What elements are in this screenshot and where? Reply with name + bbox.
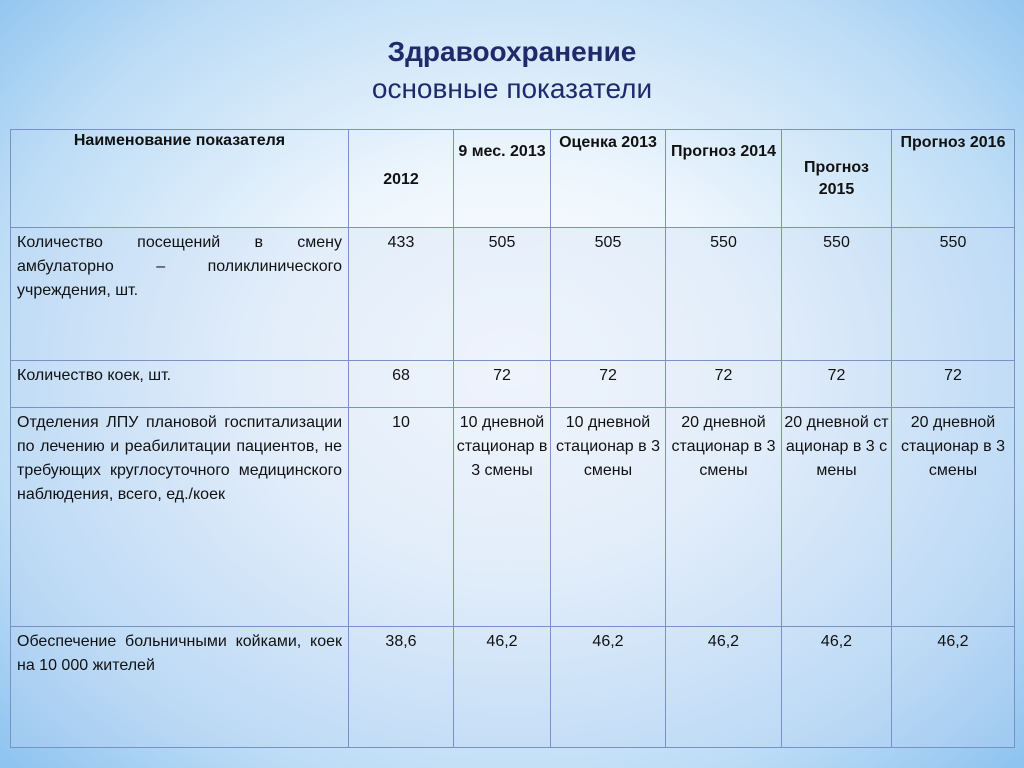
indicator-cell	[11, 228, 349, 361]
slide-title: Здравоохранение	[387, 36, 637, 67]
header-2012	[349, 130, 454, 228]
title-block	[0, 34, 1024, 108]
header-label: Прогноз 2016	[900, 134, 1006, 151]
value-forecast-2014: 20 дневной стационар в 3 смены	[671, 414, 776, 479]
value-forecast-2015: 550	[823, 234, 850, 251]
value-forecast-2016: 550	[939, 234, 967, 251]
value-cell	[349, 228, 454, 361]
table-row	[11, 408, 1015, 627]
value-2012: 38,6	[385, 633, 417, 650]
value-forecast-2016: 72	[944, 367, 962, 384]
value-2012: 68	[392, 367, 410, 384]
header-label: Наименование показателя	[73, 132, 286, 149]
value-cell	[666, 361, 782, 408]
header-label: 9 мес. 2013	[458, 143, 546, 160]
slide-subtitle: основные показатели	[371, 73, 653, 104]
value-9m-2013: 72	[493, 367, 511, 384]
indicator-name: Отделения ЛПУ плановой госпитализации по лечению и реабилитации пациентов, не требующих круглосуточного медицинского наблюдения, всего, ед./коек	[17, 414, 342, 503]
indicators-table	[10, 129, 1015, 748]
value-cell	[782, 228, 892, 361]
value-forecast-2016: 46,2	[937, 633, 969, 650]
indicator-name: Количество коек, шт.	[17, 367, 172, 384]
value-cell	[454, 228, 551, 361]
value-cell	[892, 228, 1015, 361]
table-row	[11, 627, 1015, 748]
value-cell	[551, 408, 666, 627]
value-9m-2013: 505	[488, 234, 516, 251]
value-forecast-2014: 46,2	[707, 633, 740, 650]
indicator-cell	[11, 361, 349, 408]
header-forecast-2016	[892, 130, 1015, 228]
header-label: Прогноз 2015	[804, 159, 869, 198]
value-estimate-2013: 72	[599, 367, 617, 384]
value-estimate-2013: 46,2	[592, 633, 624, 650]
value-cell	[666, 408, 782, 627]
value-cell	[454, 408, 551, 627]
value-cell	[454, 627, 551, 748]
indicator-name: Обеспечение больничными койками, коек на 10 000 жителей	[17, 633, 342, 674]
value-cell	[551, 361, 666, 408]
value-cell	[892, 627, 1015, 748]
value-cell	[349, 627, 454, 748]
value-cell	[551, 228, 666, 361]
value-cell	[892, 408, 1015, 627]
value-forecast-2014: 550	[710, 234, 737, 251]
header-label: Прогноз 2014	[671, 143, 776, 160]
header-estimate-2013	[551, 130, 666, 228]
header-indicator-name	[11, 130, 349, 228]
value-2012: 10	[392, 414, 410, 431]
table-row	[11, 228, 1015, 361]
indicator-cell	[11, 408, 349, 627]
value-cell	[892, 361, 1015, 408]
value-cell	[454, 361, 551, 408]
value-cell	[782, 408, 892, 627]
value-estimate-2013: 505	[594, 234, 622, 251]
value-2012: 433	[387, 234, 415, 251]
value-forecast-2015: 46,2	[820, 633, 853, 650]
value-cell	[782, 627, 892, 748]
header-label: Оценка 2013	[559, 134, 657, 151]
header-forecast-2015	[782, 130, 892, 228]
indicator-cell	[11, 627, 349, 748]
header-label: 2012	[383, 171, 419, 188]
value-9m-2013: 46,2	[486, 633, 518, 650]
value-forecast-2014: 72	[714, 367, 733, 384]
value-cell	[666, 228, 782, 361]
value-forecast-2015: 72	[827, 367, 846, 384]
value-cell	[551, 627, 666, 748]
value-cell	[782, 361, 892, 408]
value-cell	[349, 408, 454, 627]
value-forecast-2016: 20 дневной стационар в 3 смены	[901, 414, 1005, 479]
header-9m-2013	[454, 130, 551, 228]
table-row	[11, 361, 1015, 408]
value-cell	[666, 627, 782, 748]
header-row	[11, 130, 1015, 228]
header-forecast-2014	[666, 130, 782, 228]
value-cell	[349, 361, 454, 408]
value-forecast-2015: 20 дневной стационар в 3 смены	[784, 414, 889, 479]
value-9m-2013: 10 дневной стационар в 3 смены	[456, 414, 548, 479]
value-estimate-2013: 10 дневной стационар в 3 смены	[556, 414, 660, 479]
indicator-name: Количество посещений в смену амбулаторно – поликлинического учреждения, шт.	[17, 234, 342, 299]
